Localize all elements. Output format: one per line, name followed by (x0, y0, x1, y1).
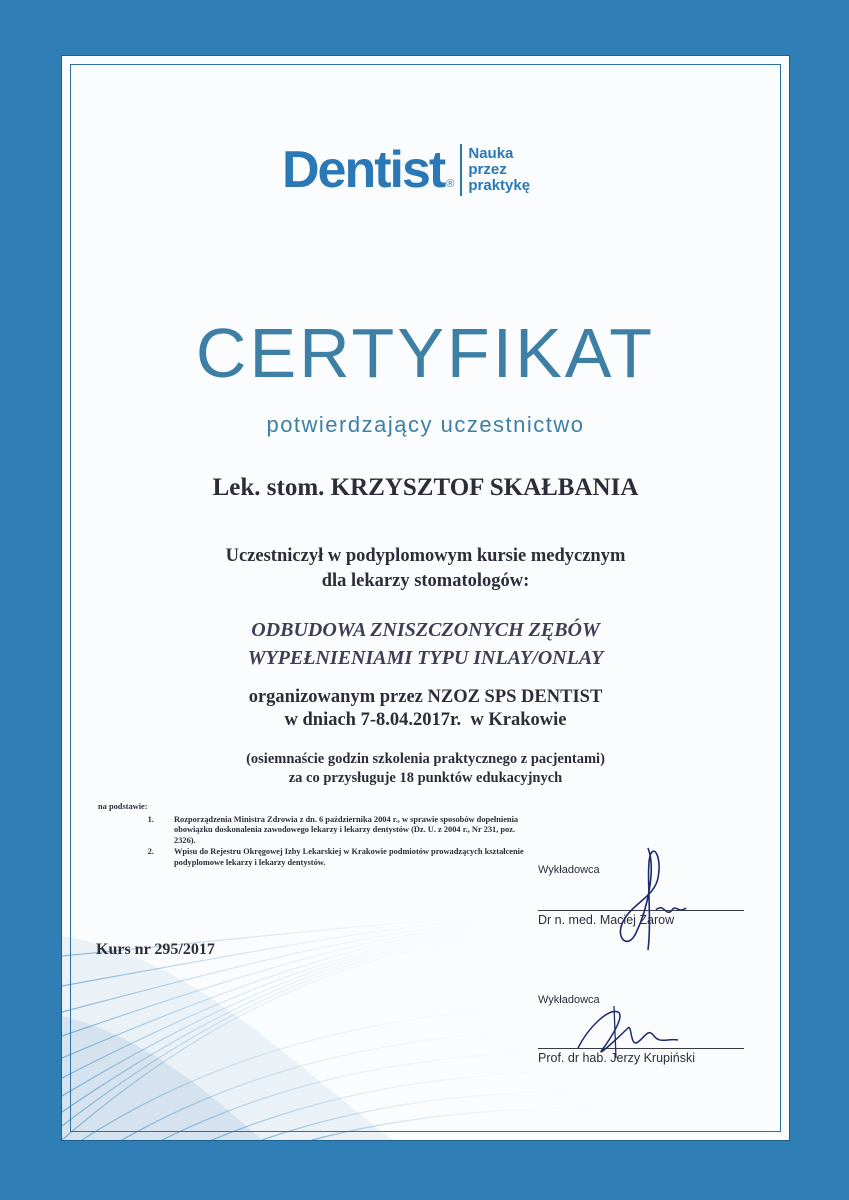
course-title-line-2: WYPEŁNIENIAMI TYPU INLAY/ONLAY (247, 647, 604, 669)
lecturer-role: Wykładowca (538, 864, 600, 876)
tagline-line-3: praktykę (468, 177, 531, 194)
course-number: Kurs nr 295/2017 (96, 941, 215, 958)
course-title (62, 616, 789, 672)
organizer-line-2: w dniach 7-8.04.2017r. w Krakowie (284, 710, 567, 730)
registered-mark: ® (446, 178, 455, 190)
certificate-title: CERTYFIKAT (195, 314, 656, 392)
hours-note-line-1: (osiemnaście godzin szkolenia praktycznego z pacjentami) (246, 751, 605, 767)
hours-note-line-2: za co przysługuje 18 punktów edukacyjnych (288, 770, 563, 786)
certificate-subtitle: potwierdzający uczestnictwo (266, 412, 585, 437)
decorative-swirl (62, 56, 789, 1140)
organizer-text (62, 686, 789, 732)
organizer-line-1: organizowanym przez NZOZ SPS DENTIST (248, 687, 603, 707)
logo-divider (460, 144, 462, 196)
logo-brand: Dentist (282, 141, 445, 199)
legal-basis-item: 2. Wpisu do Rejestru Okręgowej Izby Lekarskiej w Krakowie podmiotów prowadzących kształcenie podyplomowe lekarzy i lekarzy dentystów. (156, 847, 538, 868)
legal-basis-list (98, 815, 538, 869)
hours-note (62, 750, 789, 788)
lecturer-role: Wykładowca (538, 994, 600, 1006)
dentist-logo (282, 141, 531, 199)
logo-tagline (468, 146, 530, 194)
lecturer-2 (538, 994, 744, 1065)
lecturer-name: Dr n. med. Maciej Żarow (538, 913, 675, 927)
signature-1 (608, 838, 718, 958)
lecturer-name: Prof. dr hab. Jerzy Krupiński (538, 1051, 696, 1065)
certificate-sheet (62, 56, 789, 1140)
intro-text (62, 544, 789, 594)
tagline-line-1: Nauka (468, 145, 514, 162)
intro-line-2: dla lekarzy stomatologów: (321, 571, 530, 591)
legal-basis-item: 1. Rozporządzenia Ministra Zdrowia z dn. 6 października 2004 r., w sprawie sposobów dopełnienia obowiązku doskonalenia zawodowego lekarzy i lekarzy dentystów (Dz. U. z 2004 r., Nr 231, poz. 2326). (156, 815, 538, 847)
course-title-line-1: ODBUDOWA ZNISZCZONYCH ZĘBÓW (251, 619, 600, 641)
signature-2 (568, 998, 698, 1068)
tagline-line-2: przez (468, 161, 507, 178)
legal-basis-label: na podstawie: (98, 802, 148, 811)
legal-basis (98, 802, 538, 869)
recipient-name: Lek. stom. KRZYSZTOF SKAŁBANIA (212, 474, 639, 501)
intro-line-1: Uczestniczył w podyplomowym kursie medycznym (225, 546, 626, 566)
lecturer-1 (538, 864, 744, 927)
